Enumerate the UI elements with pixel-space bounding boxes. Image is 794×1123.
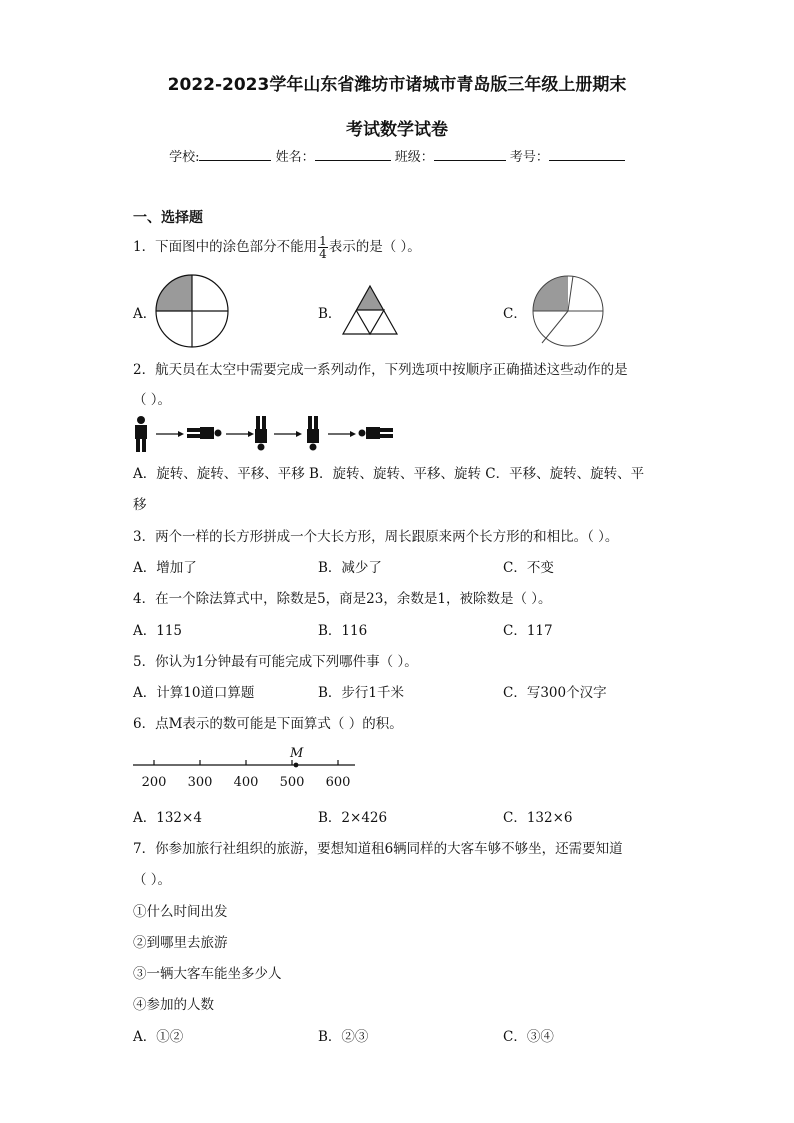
quartered-circle-figure <box>155 274 229 348</box>
arrow-icon <box>274 431 302 437</box>
name-label: 姓名： <box>275 150 315 165</box>
q1-suffix: 表示的是（ ）。 <box>328 239 421 255</box>
unequal-circle-figure <box>532 275 604 347</box>
q7-option-b[interactable]: B．②③ <box>318 1029 369 1045</box>
q3-option-a[interactable]: A．增加了 <box>133 560 197 576</box>
number-field[interactable] <box>549 146 625 161</box>
q1-prefix: 1．下面图中的涂色部分不能用 <box>133 239 318 255</box>
q4-option-b[interactable]: B．116 <box>318 623 368 639</box>
inverted-person-icon <box>255 416 267 451</box>
q2-options-wrap: 移 <box>133 497 147 513</box>
number-line-tick-label: 400 <box>233 775 259 790</box>
q7-option-c[interactable]: C．③④ <box>503 1029 554 1045</box>
shaded-triangle <box>356 286 384 310</box>
class-field[interactable] <box>434 146 506 161</box>
q1-option-a-label[interactable]: A． <box>133 306 157 322</box>
number-line <box>133 740 358 796</box>
number-line-tick-label: 600 <box>325 775 351 790</box>
fraction-one-quarter <box>318 235 328 260</box>
arrow-icon <box>226 431 254 437</box>
arrow-icon <box>328 431 356 437</box>
q7-item: ②到哪里去旅游 <box>133 935 228 951</box>
q5-option-b[interactable]: B．步行1千米 <box>318 685 405 701</box>
exam-title-line1: 2022-2023学年山东省潍坊市诸城市青岛版三年级上册期末 <box>167 75 627 95</box>
arrow-icon <box>156 431 184 437</box>
number-line-tick-label: 500 <box>279 775 305 790</box>
divided-triangle-figure <box>342 285 398 335</box>
q3-option-b[interactable]: B．减少了 <box>318 560 382 576</box>
school-label: 学校: <box>169 150 200 165</box>
name-field[interactable] <box>315 146 391 161</box>
standing-person-icon <box>135 416 147 452</box>
point-m-dot <box>294 763 299 768</box>
q7-stem-line1: 7．你参加旅行社组织的旅游，要想知道租6辆同样的大客车够不够坐，还需要知道 <box>133 841 623 857</box>
q5-option-c[interactable]: C．写300个汉字 <box>503 685 607 701</box>
fraction-numerator: 1 <box>319 234 327 248</box>
q5-stem: 5．你认为1分钟最有可能完成下列哪件事（ ）。 <box>133 654 418 670</box>
number-line-tick-label: 300 <box>187 775 213 790</box>
q4-option-a[interactable]: A．115 <box>133 623 183 639</box>
q1-option-c-label[interactable]: C． <box>503 306 527 322</box>
q6-option-a[interactable]: A．132×4 <box>133 810 202 826</box>
q6-option-b[interactable]: B．2×426 <box>318 810 388 826</box>
q2-stem-line1: 2．航天员在太空中需要完成一系列动作，下列选项中按顺序正确描述这些动作的是 <box>133 362 628 378</box>
school-field[interactable] <box>199 146 271 161</box>
q2-stem-line2: （ ）。 <box>133 392 172 408</box>
q3-stem: 3．两个一样的长方形拼成一个大长方形，周长跟原来两个长方形的和相比。（ ）。 <box>133 529 619 545</box>
section-title: 一、选择题 <box>133 210 203 226</box>
q1-option-b-label[interactable]: B． <box>318 306 342 322</box>
q7-item: ①什么时间出发 <box>133 904 228 920</box>
q6-option-c[interactable]: C．132×6 <box>503 810 573 826</box>
q4-option-c[interactable]: C．117 <box>503 623 553 639</box>
astronaut-action-sequence <box>132 414 394 454</box>
student-info-row <box>0 146 794 165</box>
point-m-label: M <box>290 746 304 761</box>
q2-options-line[interactable]: A．旋转、旋转、平移、平移 B．旋转、旋转、平移、旋转 C．平移、旋转、旋转、平 <box>133 466 645 482</box>
q7-stem-line2: （ ）。 <box>133 872 172 888</box>
q5-option-a[interactable]: A．计算10道口算题 <box>133 685 255 701</box>
q7-item: ③一辆大客车能坐多少人 <box>133 966 282 982</box>
lying-person-icon <box>359 427 394 439</box>
fraction-denominator: 4 <box>319 247 327 261</box>
q6-stem: 6．点M表示的数可能是下面算式（ ）的积。 <box>133 716 403 732</box>
q7-item: ④参加的人数 <box>133 997 214 1013</box>
number-label: 考号： <box>509 150 549 165</box>
exam-title-line2: 考试数学试卷 <box>346 120 448 140</box>
q4-stem: 4．在一个除法算式中，除数是5，商是23，余数是1，被除数是（ ）。 <box>133 591 552 607</box>
inverted-person-icon <box>307 416 319 451</box>
class-label: 班级： <box>394 150 434 165</box>
q1-stem <box>133 235 421 260</box>
number-line-tick-label: 200 <box>141 775 167 790</box>
q3-option-c[interactable]: C．不变 <box>503 560 554 576</box>
q7-option-a[interactable]: A．①② <box>133 1029 184 1045</box>
lying-person-icon <box>187 427 222 439</box>
